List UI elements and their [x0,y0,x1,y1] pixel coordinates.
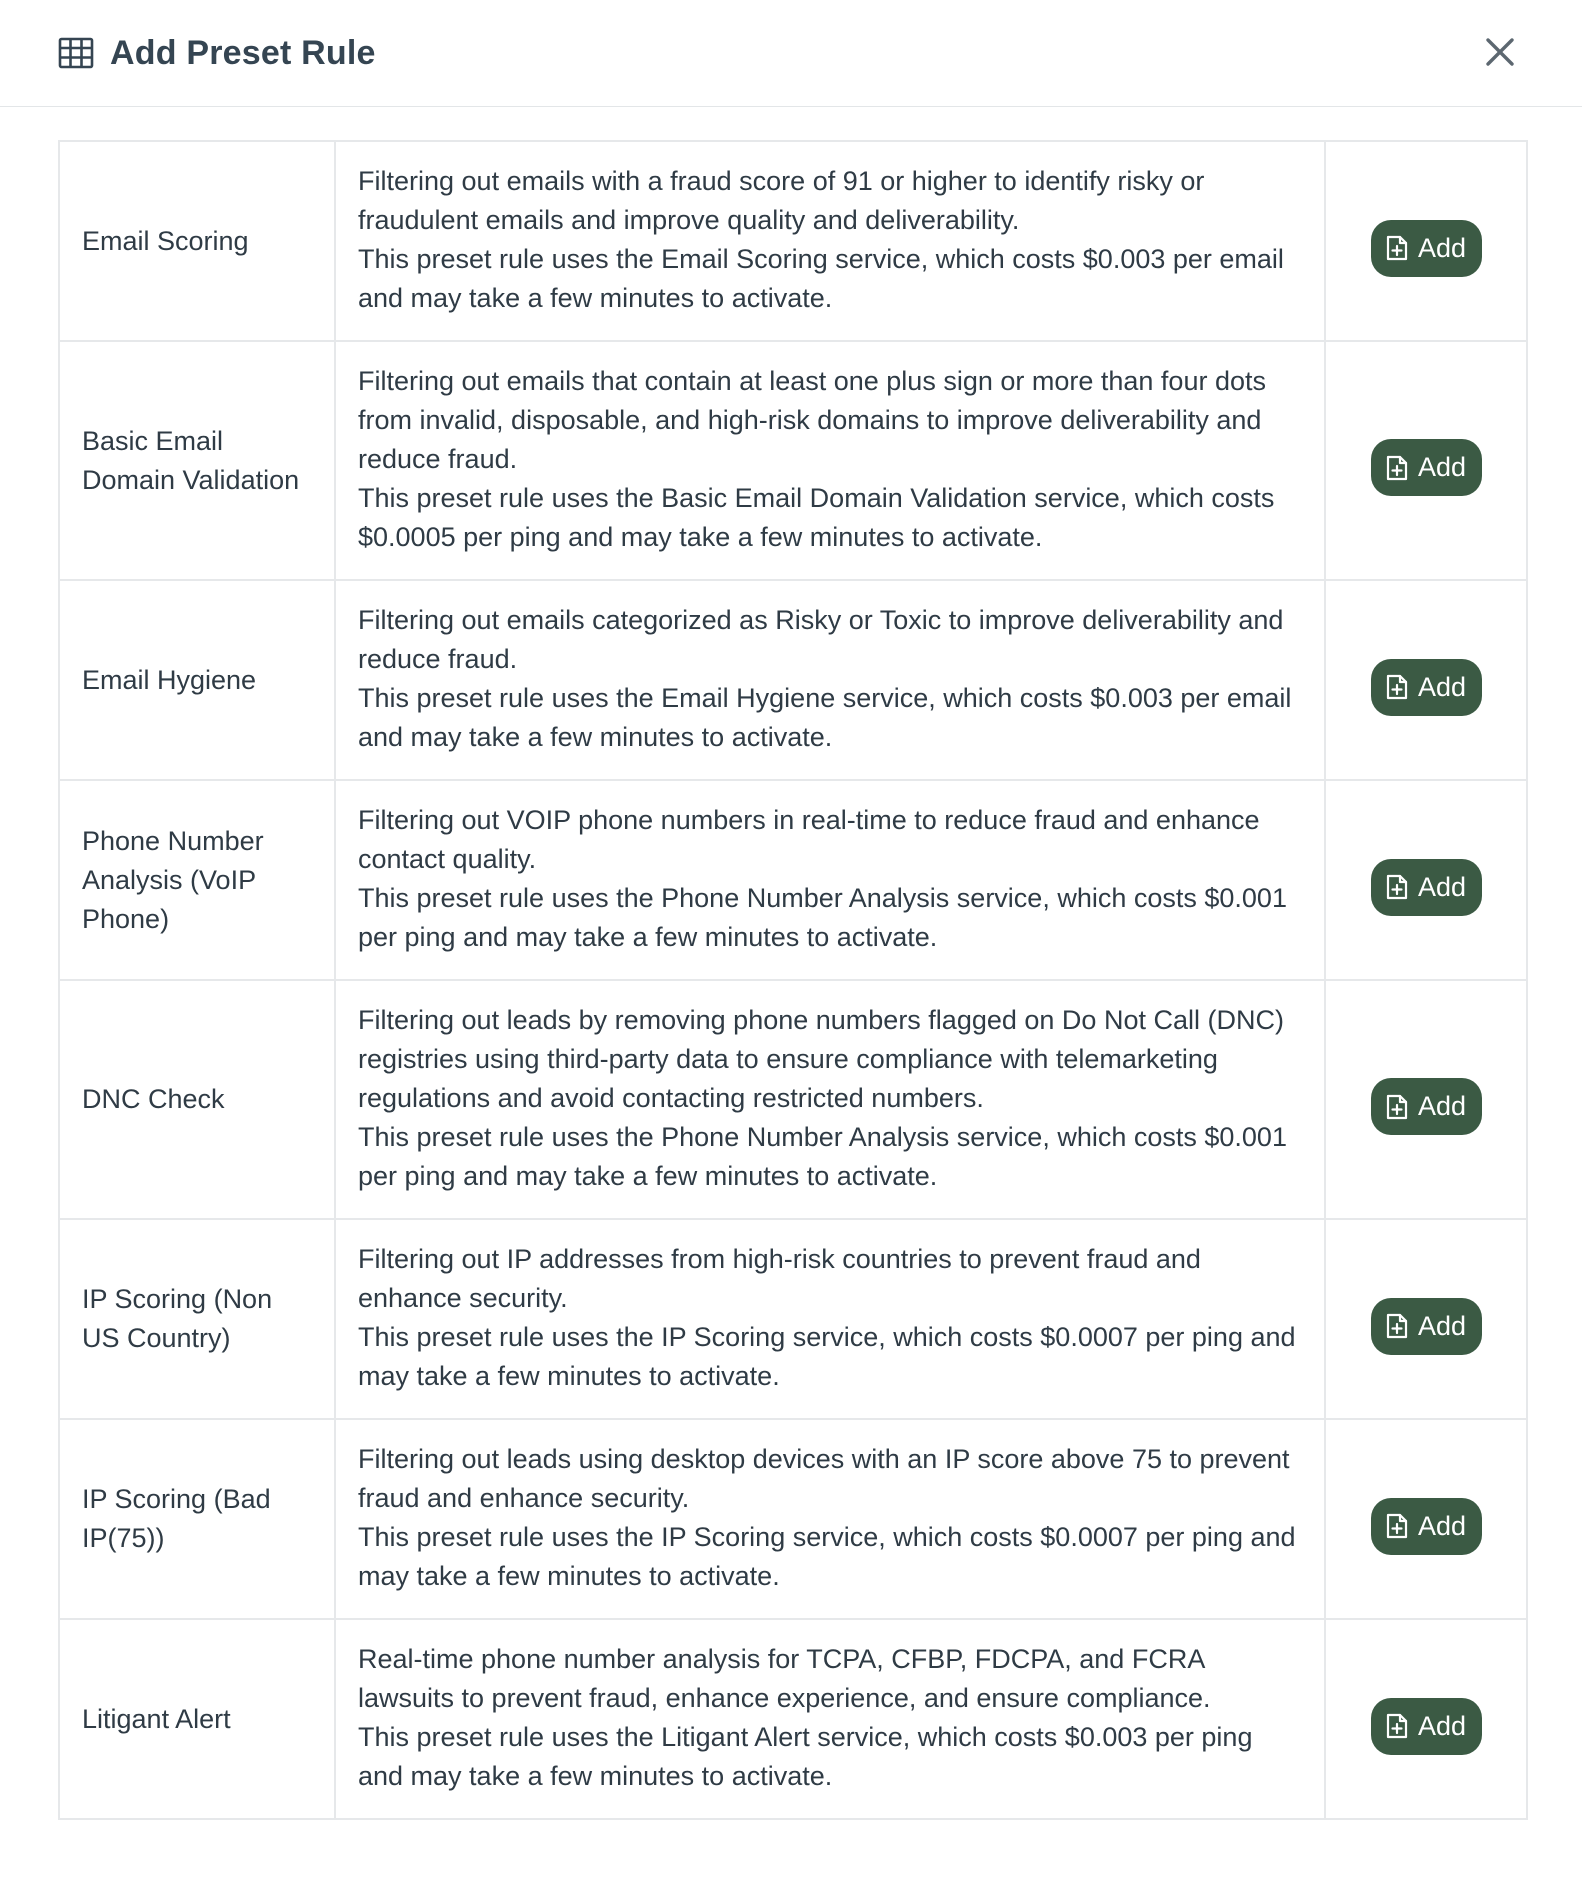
add-button-label: Add [1417,1510,1467,1541]
rule-action-cell [1325,780,1527,980]
dialog-title: Add Preset Rule [110,33,376,72]
preset-rules-table [58,140,1528,1820]
rule-action-cell [1325,980,1527,1219]
rule-cost-note: This preset rule uses the Litigant Alert service, which costs $0.003 per ping and may take a few minutes to activate. [358,1722,1253,1791]
file-add-icon [1386,1313,1408,1339]
rule-action-cell [1325,1219,1527,1419]
rule-cost-note: This preset rule uses the IP Scoring service, which costs $0.0007 per ping and may take a few minutes to activate. [358,1322,1296,1391]
file-add-icon [1386,1713,1408,1739]
rule-description-cell [335,341,1325,580]
rule-description: Filtering out leads by removing phone numbers flagged on Do Not Call (DNC) registries using third-party data to ensure compliance with telemarketing regulations and avoid contacting restricted numbers. [358,1005,1284,1113]
table-row [59,580,1527,780]
rule-action-cell [1325,1419,1527,1619]
add-button[interactable] [1371,659,1482,716]
add-button[interactable] [1371,220,1482,277]
rule-cost-note: This preset rule uses the Email Hygiene service, which costs $0.003 per email and may take a few minutes to activate. [358,683,1292,752]
rule-description-cell [335,141,1325,341]
close-icon [1485,37,1515,67]
rule-description-cell [335,1219,1325,1419]
rule-action-cell [1325,341,1527,580]
add-button-label: Add [1417,232,1467,263]
add-button-label: Add [1417,452,1467,482]
rule-description: Filtering out emails that contain at least one plus sign or more than four dots from invalid, disposable, and high-risk domains to improve deliverability and reduce fraud. [358,366,1266,474]
rule-name: IP Scoring (Non US Country) [59,1219,335,1419]
table-row [59,141,1527,341]
preset-rules-table-wrapper [58,140,1526,1820]
rule-description-cell [335,980,1325,1219]
rule-description: Filtering out emails with a fraud score of 91 or higher to identify risky or fraudulent emails and improve quality and deliverability. [358,166,1205,235]
rule-description: Real-time phone number analysis for TCPA, CFBP, FDCPA, and FCRA lawsuits to prevent fraud, enhance experience, and ensure compliance. [358,1644,1211,1713]
add-button-label: Add [1417,671,1467,702]
rule-cost-note: This preset rule uses the Phone Number Analysis service, which costs $0.001 per ping and may take a few minutes to activate. [358,1122,1287,1191]
rule-description: Filtering out VOIP phone numbers in real-time to reduce fraud and enhance contact quality. [358,805,1260,874]
rule-name: Basic Email Domain Validation [59,341,335,580]
table-row [59,1619,1527,1819]
rule-description-cell [335,1619,1325,1819]
rule-description: Filtering out IP addresses from high-risk countries to prevent fraud and enhance security. [358,1244,1201,1313]
rule-action-cell [1325,141,1527,341]
close-button[interactable] [1478,30,1522,74]
rule-name: Email Scoring [59,141,335,341]
table-row [59,780,1527,980]
rule-description: Filtering out leads using desktop devices with an IP score above 75 to prevent fraud and enhance security. [358,1444,1290,1513]
add-button-label: Add [1417,1310,1467,1341]
rule-cost-note: This preset rule uses the Basic Email Domain Validation service, which costs $0.0005 per ping and may take a few minutes to activate. [358,483,1275,552]
rule-action-cell [1325,580,1527,780]
add-button[interactable] [1371,1698,1482,1755]
add-button[interactable] [1371,1298,1482,1355]
rule-action-cell [1325,1619,1527,1819]
table-row [59,1419,1527,1619]
file-add-icon [1386,1513,1408,1539]
rule-name: IP Scoring (Bad IP(75)) [59,1419,335,1619]
add-button[interactable] [1371,1078,1482,1135]
table-row [59,341,1527,580]
add-button[interactable] [1371,1498,1482,1555]
file-add-icon [1386,455,1408,481]
rule-description-cell [335,780,1325,980]
file-add-icon [1386,1094,1408,1120]
rule-description-cell [335,580,1325,780]
rule-name: DNC Check [59,980,335,1219]
add-button-label: Add [1417,1091,1467,1121]
rule-description-cell [335,1419,1325,1619]
dialog-header [0,0,1582,107]
add-button[interactable] [1371,439,1482,496]
add-button-label: Add [1417,1710,1467,1741]
file-add-icon [1386,674,1408,700]
rule-description: Filtering out emails categorized as Risky or Toxic to improve deliverability and reduce fraud. [358,605,1284,674]
add-button-label: Add [1417,871,1467,902]
rule-name: Phone Number Analysis (VoIP Phone) [59,780,335,980]
table-row [59,980,1527,1219]
rule-cost-note: This preset rule uses the Phone Number Analysis service, which costs $0.001 per ping and may take a few minutes to activate. [358,883,1287,952]
file-add-icon [1386,235,1408,261]
rule-cost-note: This preset rule uses the Email Scoring service, which costs $0.003 per email and may take a few minutes to activate. [358,244,1284,313]
rule-cost-note: This preset rule uses the IP Scoring service, which costs $0.0007 per ping and may take a few minutes to activate. [358,1522,1296,1591]
rule-name: Litigant Alert [59,1619,335,1819]
table-icon [58,35,94,71]
table-row [59,1219,1527,1419]
add-button[interactable] [1371,859,1482,916]
file-add-icon [1386,874,1408,900]
rule-name: Email Hygiene [59,580,335,780]
